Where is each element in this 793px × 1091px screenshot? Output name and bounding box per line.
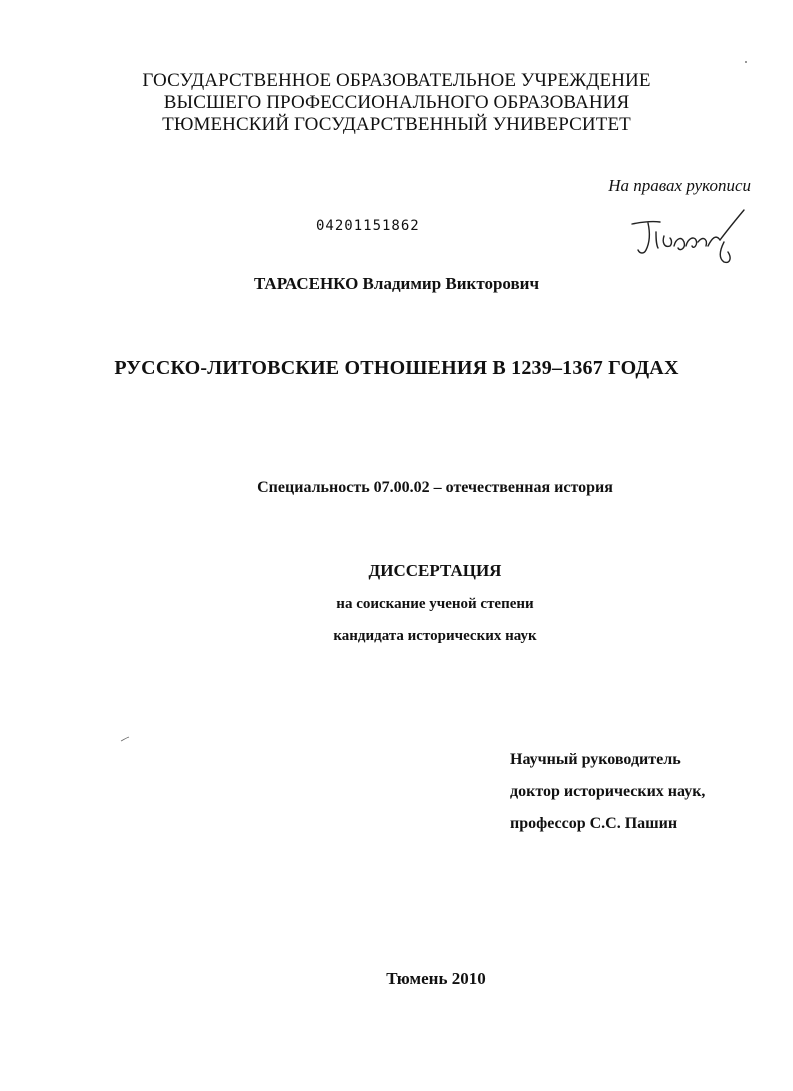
supervisor-block (510, 750, 705, 846)
inventory-number: 04201151862 (316, 218, 420, 234)
scan-mark-icon (120, 736, 130, 742)
signature-icon (628, 202, 752, 268)
dissertation-block (0, 560, 793, 646)
city-year: Тюмень 2010 (386, 969, 486, 988)
dissertation-degree-line-2: кандидата исторических наук (333, 628, 537, 644)
dissertation-degree-line-1: на соискание ученой степени (336, 596, 534, 612)
supervisor-degree: доктор исторических наук, (510, 783, 706, 800)
scan-speck (745, 61, 747, 63)
supervisor-name: профессор С.С. Пашин (510, 815, 678, 832)
specialty-line: Специальность 07.00.02 – отечественная история (257, 479, 613, 496)
author-name: ТАРАСЕНКО Владимир Викторович (253, 274, 540, 293)
rights-note: На правах рукописи (608, 176, 751, 195)
dissertation-heading: ДИССЕРТАЦИЯ (368, 561, 502, 580)
institution-line-2: ВЫСШЕГО ПРОФЕССИОНАЛЬНОГО ОБРАЗОВАНИЯ (163, 92, 630, 113)
supervisor-role: Научный руководитель (510, 751, 681, 768)
dissertation-title: РУССКО-ЛИТОВСКИЕ ОТНОШЕНИЯ В 1239–1367 ГОДАХ (114, 357, 679, 379)
institution-line-1: ГОСУДАРСТВЕННОЕ ОБРАЗОВАТЕЛЬНОЕ УЧРЕЖДЕНИЕ (142, 70, 651, 91)
institution-header (0, 70, 793, 136)
institution-line-3: ТЮМЕНСКИЙ ГОСУДАРСТВЕННЫЙ УНИВЕРСИТЕТ (162, 114, 631, 135)
